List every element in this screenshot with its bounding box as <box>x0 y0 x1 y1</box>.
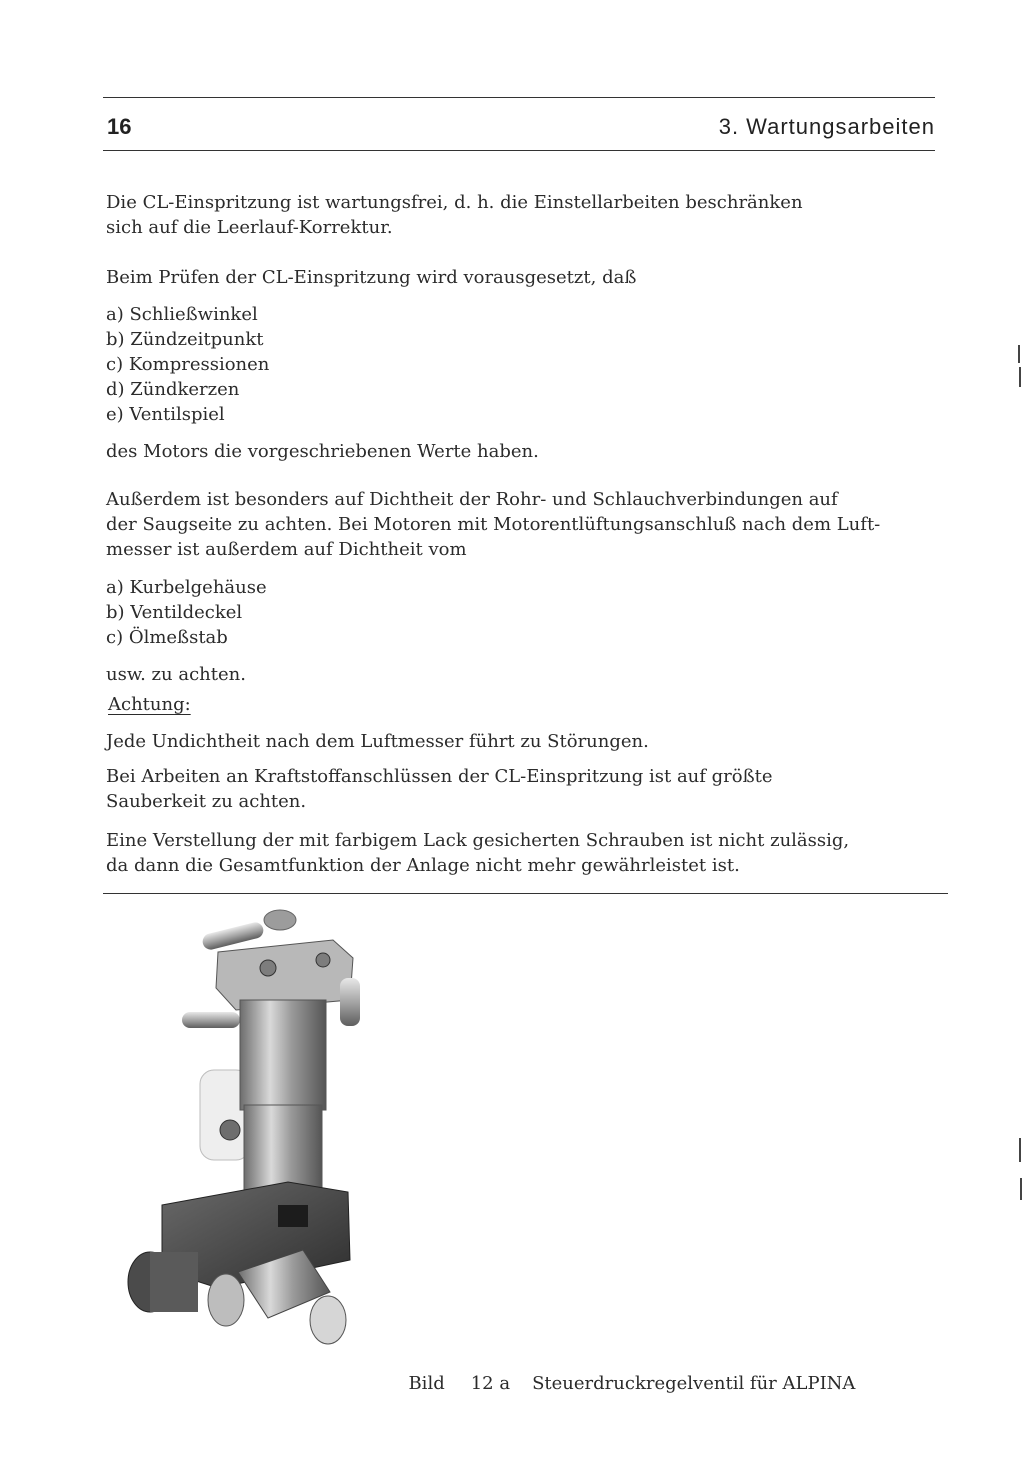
note-line: Eine Verstellung der mit farbigem Lack gesicherten Schrauben ist nicht zulässig, <box>106 830 850 851</box>
screw <box>316 953 330 967</box>
margin-mark <box>1020 1178 1022 1200</box>
side-hose-nozzle <box>340 978 360 1026</box>
note-leak: Jede Undichtheit nach dem Luftmesser führt zu Störungen. <box>106 731 649 752</box>
page-header <box>105 112 935 146</box>
figure-title: Steuerdruckregelventil für ALPINA <box>532 1373 856 1394</box>
check-list <box>106 302 269 427</box>
header-top-rule <box>103 97 935 98</box>
header-bottom-rule <box>103 150 935 151</box>
figure-label: Bild <box>408 1373 445 1394</box>
note-line: da dann die Gesamtfunktion der Anlage nicht mehr gewährleistet ist. <box>106 855 740 876</box>
valve-barrel <box>244 1105 322 1195</box>
inlet-pipe <box>208 1274 244 1326</box>
tightness-line: messer ist außerdem auf Dichtheit vom <box>106 539 467 560</box>
list-item: b) Ventildeckel <box>106 602 243 623</box>
intro-paragraph <box>106 190 803 240</box>
list-item: b) Zündzeitpunkt <box>106 329 264 350</box>
tightness-outro: usw. zu achten. <box>106 664 246 685</box>
intro-line: Die CL-Einspritzung ist wartungsfrei, d. h. die Einstellarbeiten beschränken <box>106 192 803 213</box>
outlet-pipe <box>150 1252 198 1312</box>
margin-mark <box>1018 345 1020 363</box>
figure-caption <box>397 1352 855 1394</box>
list-item: c) Kompressionen <box>106 354 270 375</box>
screw <box>260 960 276 976</box>
tightness-line: Außerdem ist besonders auf Dichtheit der Rohr- und Schlauchverbindungen auf <box>106 489 838 510</box>
valve-photo <box>118 900 368 1352</box>
tightness-list <box>106 575 267 650</box>
valve-body <box>240 1000 326 1110</box>
page-number: 16 <box>107 114 132 139</box>
side-hose-nozzle <box>182 1012 240 1028</box>
top-hose-nozzle <box>201 921 265 952</box>
tightness-line: der Saugseite zu achten. Bei Motoren mit Motorentlüftungsanschluß nach dem Luft- <box>106 514 881 535</box>
list-item: e) Ventilspiel <box>106 404 225 425</box>
figure-number: 12 a <box>470 1373 511 1394</box>
section-divider <box>103 893 948 894</box>
note-cleanliness <box>106 764 773 814</box>
block-hole <box>278 1205 308 1227</box>
chapter-title: 3. Wartungsarbeiten <box>718 114 935 139</box>
intro-line: sich auf die Leerlauf-Korrektur. <box>106 217 393 238</box>
screw <box>220 1120 240 1140</box>
inlet-pipe <box>310 1296 346 1344</box>
tightness-paragraph <box>106 487 880 562</box>
note-screws <box>106 828 849 878</box>
check-intro: Beim Prüfen der CL-Einspritzung wird vorausgesetzt, daß <box>106 267 637 288</box>
list-item: a) Schließwinkel <box>106 304 258 325</box>
margin-mark <box>1019 367 1021 387</box>
caution-label: Achtung: <box>108 694 191 715</box>
margin-mark <box>1019 1138 1021 1162</box>
note-line: Bei Arbeiten an Kraftstoffanschlüssen der CL-Einspritzung ist auf größte <box>106 766 773 787</box>
list-item: d) Zündkerzen <box>106 379 240 400</box>
nozzle-cap <box>264 910 296 930</box>
note-line: Sauberkeit zu achten. <box>106 791 307 812</box>
list-item: a) Kurbelgehäuse <box>106 577 267 598</box>
check-outro: des Motors die vorgeschriebenen Werte haben. <box>106 441 539 462</box>
list-item: c) Ölmeßstab <box>106 627 228 648</box>
